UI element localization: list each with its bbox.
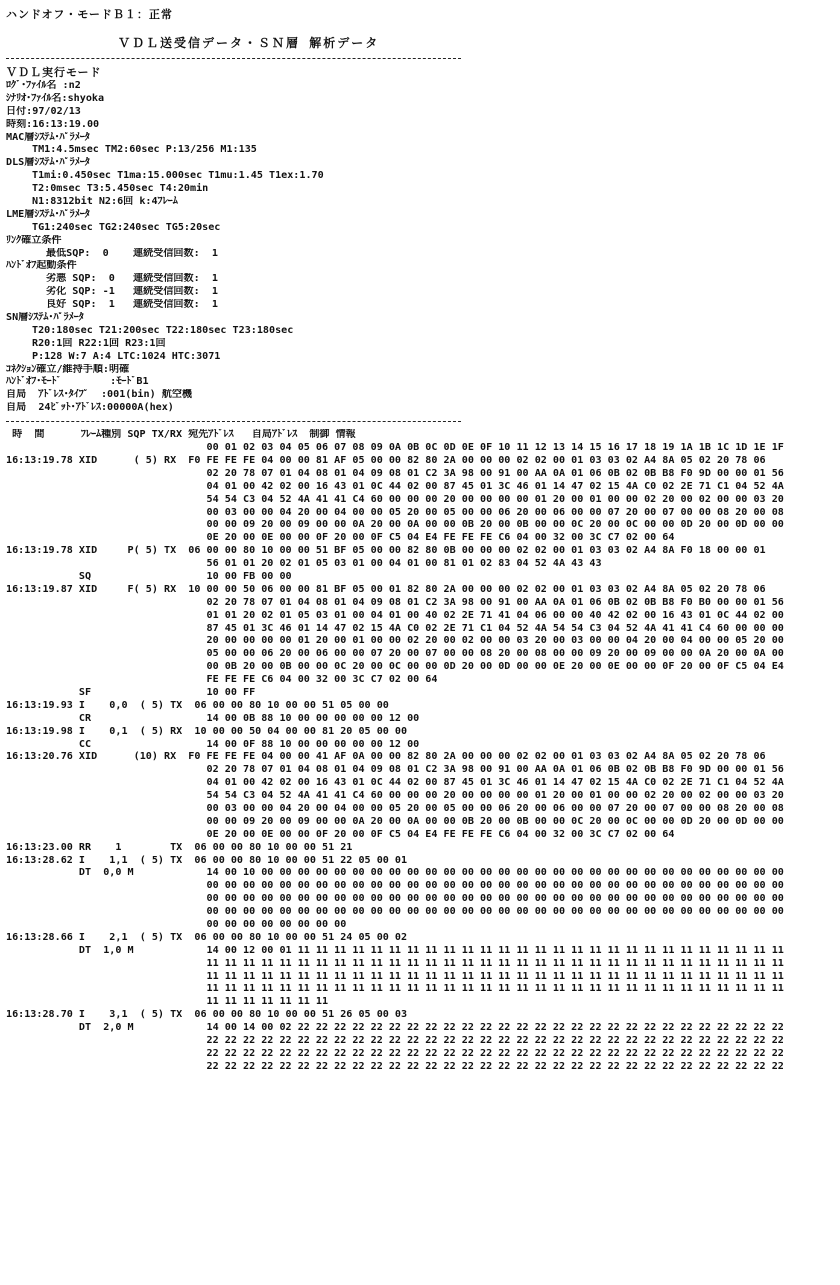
config-line: R20:1回 R22:1回 R23:1回	[32, 337, 166, 349]
config-line: ｼﾅﾘｵ･ﾌｧｲﾙ名:shyoka	[6, 92, 105, 104]
config-line: DLS層ｼｽﾃﾑ･ﾊﾟﾗﾒｰﾀ	[6, 157, 90, 169]
record-line: DT 2,0 M 14 00 14 00 02 22 22 22 22 22 22 22 22 22 22 22 22 22 22 22 22 22 22 22 22 22 22 22 22 22 22 22	[6, 1022, 784, 1034]
config-line: ｺﾈｸｼｮﾝ確立/維持手順:明確	[6, 363, 130, 375]
spacer	[6, 22, 834, 34]
document-header: ハンドオフ・モードＢ１：正常	[6, 8, 173, 21]
record-line: 56 01 01 20 02 01 05 03 01 00 04 01 00 81 01 02 83 04 52 4A 43 43	[6, 558, 602, 570]
record-line: 00 03 00 00 04 20 00 04 00 00 05 20 00 05 00 00 06 20 00 06 00 00 07 20 00 07 00 00 08 20 00 08	[6, 506, 784, 518]
config-line: ﾊﾝﾄﾞｵﾌ起動条件	[6, 260, 77, 272]
record-line: 11 11 11 11 11 11 11	[6, 996, 329, 1008]
config-line: ﾊﾝﾄﾞｵﾌ･ﾓｰﾄﾞ :ﾓｰﾄﾞB1	[6, 376, 149, 388]
config-line: ﾛｸﾞ･ﾌｧｲﾙ名 :n2	[6, 80, 81, 91]
config-line: 時刻:16:13:19.00	[6, 118, 100, 130]
record-line: 02 20 78 07 01 04 08 01 04 09 08 01 C2 3A 98 00 91 00 AA 0A 01 06 0B 02 0B B8 F0 B0 00 00 01 56	[6, 596, 784, 608]
config-line: 劣化 SQP: -1 連続受信回数: 1	[46, 286, 218, 298]
record-line: CC 14 00 0F 88 10 00 00 00 00 00 12 00	[6, 738, 420, 750]
config-section	[6, 80, 834, 415]
record-line: DT 1,0 M 14 00 12 00 01 11 11 11 11 11 11 11 11 11 11 11 11 11 11 11 11 11 11 11 11 11 11 11 11 11 11 11	[6, 944, 784, 956]
config-line: T20:180sec T21:200sec T22:180sec T23:180sec	[32, 324, 294, 336]
record-line: CR 14 00 0B 88 10 00 00 00 00 00 12 00	[6, 712, 420, 724]
config-line: N1:8312bit N2:6回 k:4ﾌﾚｰﾑ	[32, 196, 178, 208]
record-line: 00 00 09 20 00 09 00 00 0A 20 00 0A 00 00 0B 20 00 0B 00 00 0C 20 00 0C 00 00 0D 20 00 0D 00 00	[6, 519, 784, 531]
record-line: 87 45 01 3C 46 01 14 47 02 15 4A C0 02 2E 71 C1 04 52 4A 54 54 C3 04 52 4A 41 41 C4 60 00 00 00	[6, 622, 784, 634]
record-line: FE FE FE C6 04 00 32 00 3C C7 02 00 64	[6, 674, 438, 686]
record-line: 00 00 09 20 00 09 00 00 0A 20 00 0A 00 00 0B 20 00 0B 00 00 0C 20 00 0C 00 00 0D 20 00 0D 00 00	[6, 815, 784, 827]
record-line: 22 22 22 22 22 22 22 22 22 22 22 22 22 22 22 22 22 22 22 22 22 22 22 22 22 22 22 22 22 22 22 22	[6, 1047, 784, 1059]
mode-title: ＶＤＬ実行モード	[6, 66, 102, 79]
document-title: ＶＤＬ送受信データ・ＳＮ層 解析データ	[118, 36, 380, 50]
record-line: DT 0,0 M 14 00 10 00 00 00 00 00 00 00 00 00 00 00 00 00 00 00 00 00 00 00 00 00 00 00 00 00 00 00 00 00	[6, 867, 784, 879]
record-line: 16:13:19.93 I 0,0 ( 5) TX 06 00 00 80 10 00 00 51 05 00 00	[6, 699, 389, 711]
record-line: 00 00 00 00 00 00 00 00 00 00 00 00 00 00 00 00 00 00 00 00 00 00 00 00 00 00 00 00 00 00 00 00	[6, 893, 784, 905]
record-line: 22 22 22 22 22 22 22 22 22 22 22 22 22 22 22 22 22 22 22 22 22 22 22 22 22 22 22 22 22 22 22 22	[6, 1035, 784, 1047]
record-line: 0E 20 00 0E 00 00 0F 20 00 0F C5 04 E4 FE FE FE C6 04 00 32 00 3C C7 02 00 64	[6, 828, 675, 840]
log-document	[6, 8, 834, 1074]
byte-index-row: 00 01 02 03 04 05 06 07 08 09 0A 0B 0C 0D 0E 0F 10 11 12 13 14 15 16 17 18 19 1A 1B 1C 1D 1E 1F	[6, 442, 784, 454]
config-line: ﾘﾝｸ確立条件	[6, 234, 62, 246]
record-line: 16:13:19.87 XID F( 5) RX 10 00 00 50 06 00 00 81 BF 05 00 01 82 80 2A 00 00 00 02 02 00 01 03 03 02 A4 8A 05 02 20 78 06	[6, 583, 766, 595]
config-line: 劣悪 SQP: 0 連続受信回数: 1	[46, 273, 218, 285]
record-line: 00 0B 20 00 0B 00 00 0C 20 00 0C 00 00 0D 20 00 0D 00 00 0E 20 00 0E 00 00 0F 20 00 0F C5 04 E4	[6, 661, 784, 673]
record-line: 00 00 00 00 00 00 00 00	[6, 919, 347, 930]
record-line: 04 01 00 42 02 00 16 43 01 0C 44 02 00 87 45 01 3C 46 01 14 47 02 15 4A C0 02 2E 71 C1 04 52 4A	[6, 480, 784, 492]
config-line: TG1:240sec TG2:240sec TG5:20sec	[32, 221, 221, 233]
record-line: 01 01 20 02 01 05 03 01 00 04 01 00 40 02 2E 71 41 04 06 00 00 40 42 02 00 16 43 01 0C 44 02 00	[6, 609, 784, 621]
config-line: P:128 W:7 A:4 LTC:1024 HTC:3071	[32, 350, 221, 362]
record-line: 16:13:19.78 XID ( 5) RX F0 FE FE FE 04 00 00 81 AF 05 00 00 82 80 2A 00 00 00 02 02 00 01 03 03 02 A4 8A 05 02 20 78 06	[6, 454, 766, 466]
record-line: 11 11 11 11 11 11 11 11 11 11 11 11 11 11 11 11 11 11 11 11 11 11 11 11 11 11 11 11 11 11 11 11	[6, 970, 784, 982]
record-line: 04 01 00 42 02 00 16 43 01 0C 44 02 00 87 45 01 3C 46 01 14 47 02 15 4A C0 02 2E 71 C1 04 52 4A	[6, 777, 784, 789]
config-line: TM1:4.5msec TM2:60sec P:13/256 M1:135	[32, 144, 257, 156]
record-line: 02 20 78 07 01 04 08 01 04 09 08 01 C2 3A 98 00 91 00 AA 0A 01 06 0B 02 0B B8 F0 9D 00 00 01 56	[6, 467, 784, 479]
record-line: 11 11 11 11 11 11 11 11 11 11 11 11 11 11 11 11 11 11 11 11 11 11 11 11 11 11 11 11 11 11 11 11	[6, 957, 784, 969]
record-line: 00 03 00 00 04 20 00 04 00 00 05 20 00 05 00 00 06 20 00 06 00 00 07 20 00 07 00 00 08 20 00 08	[6, 802, 784, 814]
config-line: 最低SQP: 0 連続受信回数: 1	[46, 247, 218, 259]
record-line: 0E 20 00 0E 00 00 0F 20 00 0F C5 04 E4 FE FE FE C6 04 00 32 00 3C C7 02 00 64	[6, 532, 675, 544]
config-line: LME層ｼｽﾃﾑ･ﾊﾟﾗﾒｰﾀ	[6, 208, 90, 220]
record-line: 05 00 00 06 20 00 06 00 00 07 20 00 07 00 00 08 20 00 08 00 00 09 20 00 09 00 00 0A 20 00 0A 00	[6, 648, 784, 660]
record-line: 54 54 C3 04 52 4A 41 41 C4 60 00 00 00 20 00 00 00 00 01 20 00 01 00 00 02 20 00 02 00 00 03 20	[6, 790, 784, 802]
record-line: 16:13:23.00 RR 1 TX 06 00 00 80 10 00 00 51 21	[6, 841, 353, 853]
config-line: 日付:97/02/13	[6, 105, 81, 117]
record-line: 16:13:28.70 I 3,1 ( 5) TX 06 00 00 80 10 00 00 51 26 05 00 03	[6, 1009, 408, 1021]
config-line: 自局 ｱﾄﾞﾚｽ･ﾀｲﾌﾟ :001(bin) 航空機	[6, 389, 193, 401]
config-line: T1mi:0.450sec T1ma:15.000sec T1mu:1.45 T1ex:1.70	[32, 170, 324, 182]
frame-records	[6, 455, 834, 1074]
config-line: 自局 24ﾋﾞｯﾄ･ｱﾄﾞﾚｽ:00000A(hex)	[6, 402, 174, 414]
dashed-separator-middle	[6, 421, 461, 423]
record-line: 54 54 C3 04 52 4A 41 41 C4 60 00 00 00 20 00 00 00 00 01 20 00 01 00 00 02 20 00 02 00 00 03 20	[6, 493, 784, 505]
record-line: 16:13:19.98 I 0,1 ( 5) RX 10 00 00 50 04 00 00 81 20 05 00 00	[6, 725, 408, 737]
config-line: 良好 SQP: 1 連続受信回数: 1	[46, 299, 218, 311]
config-line: T2:0msec T3:5.450sec T4:20min	[32, 183, 209, 195]
record-line: 16:13:20.76 XID (10) RX F0 FE FE FE 04 00 00 41 AF 0A 00 00 82 80 2A 00 00 00 02 02 00 01 03 03 02 A4 8A 05 02 20 78 06	[6, 751, 766, 763]
record-line: 16:13:19.78 XID P( 5) TX 06 00 00 80 10 00 00 51 BF 05 00 00 82 80 0B 00 00 00 02 02 00 01 03 03 02 A4 8A F0 18 00 00 01	[6, 545, 766, 557]
record-line: SF 10 00 FF	[6, 686, 256, 698]
dashed-separator-top	[6, 58, 461, 60]
record-line: 00 00 00 00 00 00 00 00 00 00 00 00 00 00 00 00 00 00 00 00 00 00 00 00 00 00 00 00 00 00 00 00	[6, 880, 784, 892]
record-line: SQ 10 00 FB 00 00	[6, 570, 292, 582]
record-line: 11 11 11 11 11 11 11 11 11 11 11 11 11 11 11 11 11 11 11 11 11 11 11 11 11 11 11 11 11 11 11 11	[6, 983, 784, 995]
config-line: SN層ｼｽﾃﾑ･ﾊﾟﾗﾒｰﾀ	[6, 312, 84, 324]
table-header: 時 間 ﾌﾚｰﾑ種別 SQP TX/RX 宛先ｱﾄﾞﾚｽ 自局ｱﾄﾞﾚｽ 制御 情報	[6, 429, 356, 441]
record-line: 20 00 00 00 00 01 20 00 01 00 00 02 20 00 02 00 00 03 20 00 03 00 00 04 20 00 04 00 00 05 20 00	[6, 635, 784, 647]
record-line: 00 00 00 00 00 00 00 00 00 00 00 00 00 00 00 00 00 00 00 00 00 00 00 00 00 00 00 00 00 00 00 00	[6, 906, 784, 918]
config-line: MAC層ｼｽﾃﾑ･ﾊﾟﾗﾒｰﾀ	[6, 131, 90, 143]
record-line: 22 22 22 22 22 22 22 22 22 22 22 22 22 22 22 22 22 22 22 22 22 22 22 22 22 22 22 22 22 22 22 22	[6, 1060, 784, 1072]
record-line: 16:13:28.66 I 2,1 ( 5) TX 06 00 00 80 10 00 00 51 24 05 00 02	[6, 931, 408, 943]
record-line: 02 20 78 07 01 04 08 01 04 09 08 01 C2 3A 98 00 91 00 AA 0A 01 06 0B 02 0B B8 F0 9D 00 00 01 56	[6, 764, 784, 776]
record-line: 16:13:28.62 I 1,1 ( 5) TX 06 00 00 80 10 00 00 51 22 05 00 01	[6, 854, 408, 866]
